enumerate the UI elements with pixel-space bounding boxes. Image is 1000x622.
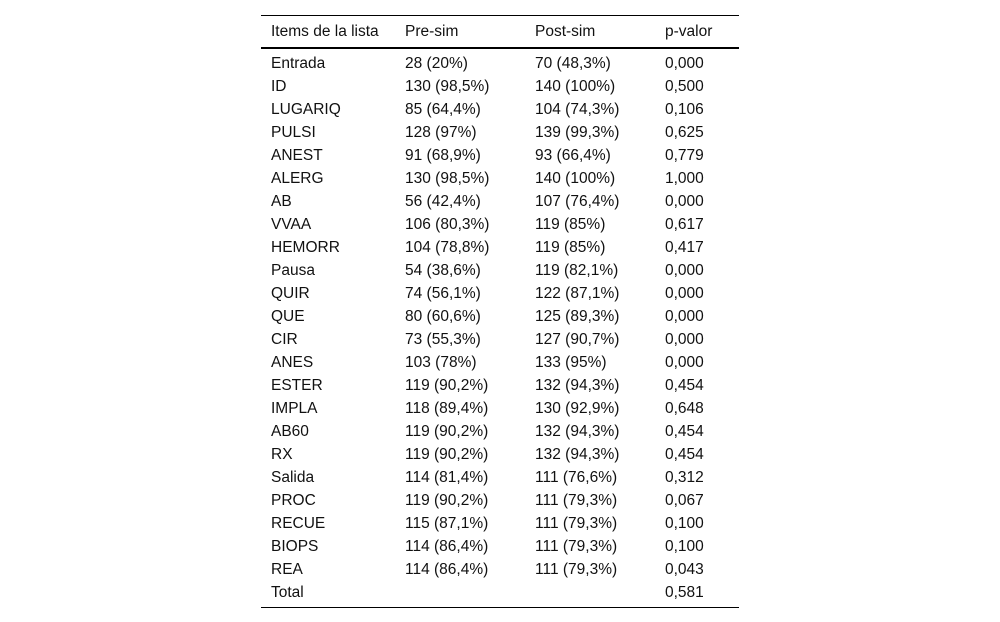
table-row — [261, 397, 739, 420]
item-cell: HEMORR — [271, 238, 340, 256]
p-value-cell: 0,000 — [665, 261, 704, 279]
item-cell: AB60 — [271, 422, 309, 440]
table-row — [261, 236, 739, 259]
p-value-cell: 0,000 — [665, 192, 704, 210]
pre-sim-cell: 106 (80,3%) — [405, 215, 490, 233]
p-value-cell: 0,625 — [665, 123, 704, 141]
pre-sim-cell: 114 (81,4%) — [405, 468, 489, 486]
table-row — [261, 259, 739, 282]
item-cell: PROC — [271, 491, 316, 509]
post-sim-cell — [525, 581, 655, 608]
post-sim-cell: 130 (92,9%) — [535, 399, 620, 417]
item-cell: ANES — [271, 353, 314, 371]
p-value-cell: 0,454 — [665, 376, 704, 394]
item-cell: Total — [271, 583, 304, 601]
pre-sim-cell: 119 (90,2%) — [405, 376, 489, 394]
p-value-cell: 0,779 — [665, 146, 704, 164]
table-row — [261, 190, 739, 213]
p-value-cell: 0,100 — [665, 514, 704, 532]
table-row — [261, 144, 739, 167]
pre-sim-cell: 130 (98,5%) — [405, 169, 490, 187]
post-sim-cell: 111 (79,3%) — [535, 491, 618, 509]
table-row — [261, 512, 739, 535]
pre-sim-cell: 85 (64,4%) — [405, 100, 481, 118]
header-post-sim: Post-sim — [535, 22, 596, 40]
p-value-cell: 0,417 — [665, 238, 704, 256]
p-value-cell: 0,312 — [665, 468, 704, 486]
post-sim-cell: 119 (85%) — [535, 238, 606, 256]
p-value-cell: 0,648 — [665, 399, 704, 417]
item-cell: VVAA — [271, 215, 312, 233]
table-row — [261, 282, 739, 305]
pre-sim-cell: 80 (60,6%) — [405, 307, 481, 325]
item-cell: PULSI — [271, 123, 316, 141]
p-value-cell: 0,454 — [665, 422, 704, 440]
item-cell: CIR — [271, 330, 298, 348]
table-row — [261, 535, 739, 558]
pre-sim-cell: 119 (90,2%) — [405, 422, 489, 440]
checklist-comparison-table — [261, 15, 739, 608]
table-row — [261, 328, 739, 351]
pre-sim-cell: 104 (78,8%) — [405, 238, 490, 256]
pre-sim-cell: 28 (20%) — [405, 54, 468, 72]
p-value-cell: 0,617 — [665, 215, 704, 233]
pre-sim-cell: 54 (38,6%) — [405, 261, 481, 279]
p-value-cell: 1,000 — [665, 169, 704, 187]
item-cell: AB — [271, 192, 292, 210]
p-value-cell: 0,000 — [665, 54, 704, 72]
p-value-cell: 0,100 — [665, 537, 704, 555]
p-value-cell: 0,000 — [665, 330, 704, 348]
item-cell: ANEST — [271, 146, 323, 164]
item-cell: IMPLA — [271, 399, 318, 417]
table-row — [261, 374, 739, 397]
table-row — [261, 48, 739, 75]
pre-sim-cell: 114 (86,4%) — [405, 537, 489, 555]
post-sim-cell: 107 (76,4%) — [535, 192, 620, 210]
pre-sim-cell: 118 (89,4%) — [405, 399, 489, 417]
p-value-cell: 0,043 — [665, 560, 704, 578]
pre-sim-cell: 130 (98,5%) — [405, 77, 490, 95]
item-cell: ID — [271, 77, 287, 95]
post-sim-cell: 127 (90,7%) — [535, 330, 620, 348]
item-cell: ESTER — [271, 376, 323, 394]
pre-sim-cell: 114 (86,4%) — [405, 560, 489, 578]
post-sim-cell: 133 (95%) — [535, 353, 607, 371]
post-sim-cell: 93 (66,4%) — [535, 146, 611, 164]
table-row — [261, 581, 739, 608]
post-sim-cell: 125 (89,3%) — [535, 307, 620, 325]
header-pre-sim: Pre-sim — [405, 22, 459, 40]
post-sim-cell: 111 (76,6%) — [535, 468, 618, 486]
pre-sim-cell — [395, 581, 525, 608]
p-value-cell: 0,067 — [665, 491, 704, 509]
table-row — [261, 351, 739, 374]
pre-sim-cell: 91 (68,9%) — [405, 146, 481, 164]
post-sim-cell: 140 (100%) — [535, 77, 616, 95]
post-sim-cell: 111 (79,3%) — [535, 537, 618, 555]
item-cell: Entrada — [271, 54, 326, 72]
post-sim-cell: 139 (99,3%) — [535, 123, 620, 141]
table-row — [261, 305, 739, 328]
table-row — [261, 466, 739, 489]
pre-sim-cell: 103 (78%) — [405, 353, 477, 371]
item-cell: QUE — [271, 307, 305, 325]
table-row — [261, 489, 739, 512]
p-value-cell: 0,106 — [665, 100, 704, 118]
post-sim-cell: 119 (82,1%) — [535, 261, 619, 279]
header-row — [261, 16, 739, 49]
table-row — [261, 167, 739, 190]
table-header — [261, 16, 739, 49]
item-cell: LUGARIQ — [271, 100, 341, 118]
pre-sim-cell: 73 (55,3%) — [405, 330, 481, 348]
item-cell: Salida — [271, 468, 315, 486]
table-row — [261, 121, 739, 144]
item-cell: REA — [271, 560, 303, 578]
table-body — [261, 48, 739, 608]
p-value-cell: 0,500 — [665, 77, 704, 95]
post-sim-cell: 122 (87,1%) — [535, 284, 620, 302]
table-row — [261, 420, 739, 443]
item-cell: Pausa — [271, 261, 315, 279]
header-p-value: p-valor — [665, 22, 713, 40]
header-items: Items de la lista — [271, 22, 379, 40]
table-row — [261, 98, 739, 121]
p-value-cell: 0,454 — [665, 445, 704, 463]
item-cell: RX — [271, 445, 293, 463]
p-value-cell: 0,000 — [665, 353, 704, 371]
pre-sim-cell: 115 (87,1%) — [405, 514, 489, 532]
p-value-cell: 0,000 — [665, 307, 704, 325]
pre-sim-cell: 128 (97%) — [405, 123, 477, 141]
pre-sim-cell: 119 (90,2%) — [405, 445, 489, 463]
table-row — [261, 75, 739, 98]
post-sim-cell: 70 (48,3%) — [535, 54, 611, 72]
item-cell: ALERG — [271, 169, 324, 187]
post-sim-cell: 111 (79,3%) — [535, 514, 618, 532]
table-row — [261, 213, 739, 236]
item-cell: QUIR — [271, 284, 310, 302]
p-value-cell: 0,000 — [665, 284, 704, 302]
post-sim-cell: 140 (100%) — [535, 169, 616, 187]
post-sim-cell: 119 (85%) — [535, 215, 606, 233]
pre-sim-cell: 119 (90,2%) — [405, 491, 489, 509]
post-sim-cell: 132 (94,3%) — [535, 376, 620, 394]
post-sim-cell: 104 (74,3%) — [535, 100, 620, 118]
table-row — [261, 558, 739, 581]
p-value-cell: 0,581 — [665, 583, 704, 601]
table-row — [261, 443, 739, 466]
pre-sim-cell: 56 (42,4%) — [405, 192, 481, 210]
item-cell: RECUE — [271, 514, 326, 532]
post-sim-cell: 111 (79,3%) — [535, 560, 618, 578]
pre-sim-cell: 74 (56,1%) — [405, 284, 481, 302]
post-sim-cell: 132 (94,3%) — [535, 445, 620, 463]
item-cell: BIOPS — [271, 537, 319, 555]
post-sim-cell: 132 (94,3%) — [535, 422, 620, 440]
checklist-table-container — [261, 15, 739, 608]
